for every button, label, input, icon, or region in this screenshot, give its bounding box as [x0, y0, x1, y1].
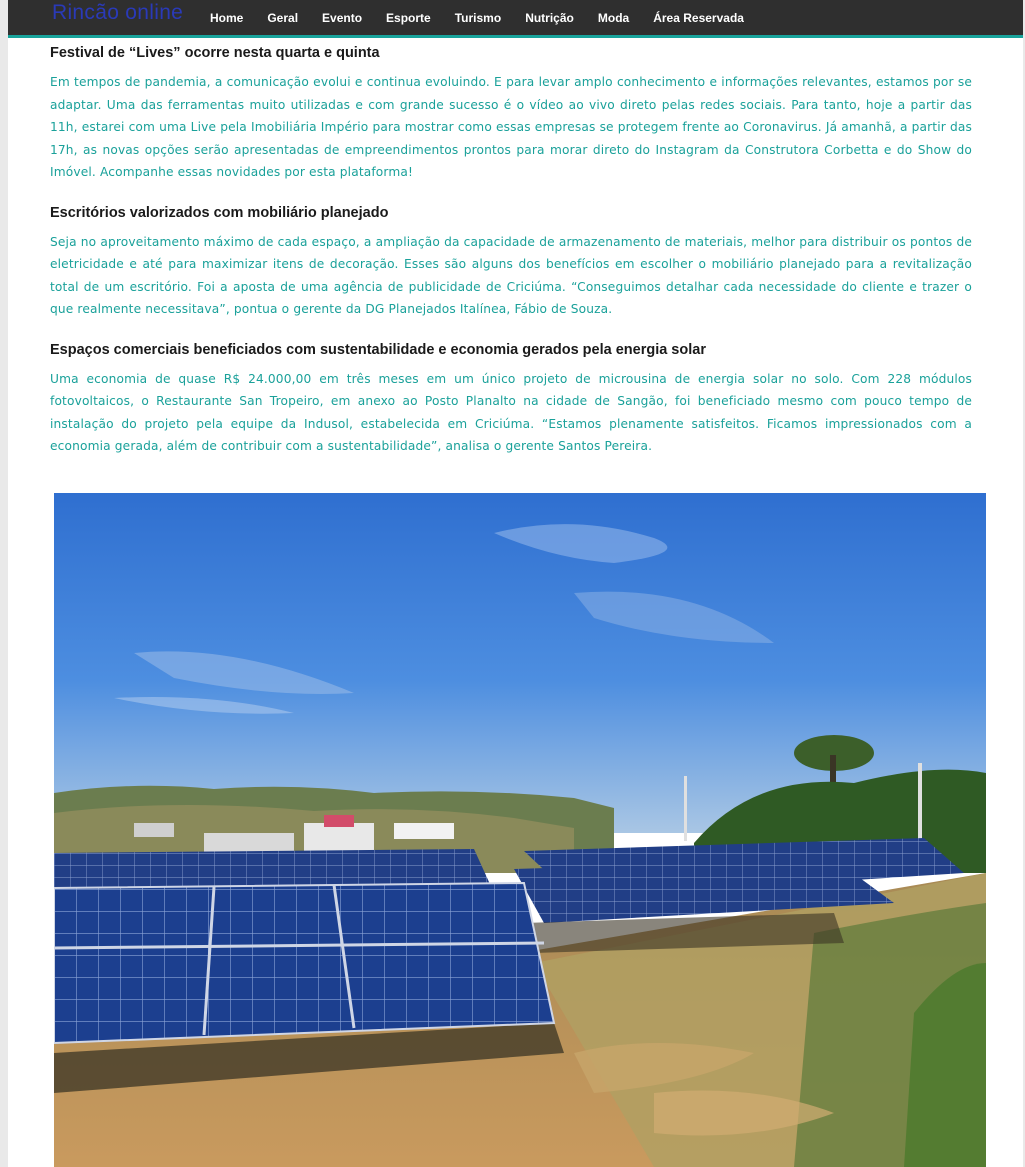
nav-item-esporte[interactable]: Esporte: [386, 10, 431, 25]
nav-item-area-reservada[interactable]: Área Reservada: [653, 10, 744, 25]
article-energia-solar: [50, 341, 972, 458]
article-body: Em tempos de pandemia, a comunicação evolui e continua evoluindo. E para levar amplo conhecimento e informações relevantes, estamos por se adaptar. Uma das ferramentas muito utilizadas e com grande sucesso é o vídeo ao vivo direto pelas redes sociais. Para tanto, hoje a partir das 11h, estarei com uma Live pela Imobiliária Império para mostrar como essas empresas se protegem frente ao Coronavirus. Já amanhã, a partir das 17h, as novas opções serão apresentadas de empreendimentos prontos para morar direto do Instagram da Construtora Corbetta e do Show do Imóvel. Acompanhe essas novidades por esta plataforma!: [50, 75, 972, 179]
article-lives: [50, 44, 972, 184]
page: [8, 0, 1023, 1167]
nav-item-geral[interactable]: Geral: [267, 10, 299, 25]
nav-item-nutricao[interactable]: Nutrição: [525, 10, 574, 25]
article-title: Espaços comerciais beneficiados com sustentabilidade e economia gerados pela energia solar: [50, 341, 706, 358]
nav-item-moda[interactable]: Moda: [597, 10, 630, 25]
nav-item-evento[interactable]: Evento: [322, 10, 363, 25]
nav-item-turismo[interactable]: Turismo: [454, 10, 502, 25]
main-menu: [210, 0, 768, 35]
nav-item-home[interactable]: Home: [210, 10, 244, 25]
article-title: Festival de “Lives” ocorre nesta quarta e quinta: [50, 45, 380, 61]
article-escritorios: [50, 204, 972, 321]
article-body: Uma economia de quase R$ 24.000,00 em três meses em um único projeto de microusina de energia solar no solo. Com 228 módulos fotovoltaicos, o Restaurante San Tropeiro, em anexo ao Posto Planalto na cidade de Sangão, foi beneficiado mesmo com pouco tempo de instalação do projeto pela equipe da Indusol, estabelecida em Criciúma. “Estamos plenamente satisfeitos. Ficamos impressionados com a economia gerada, além de contribuir com a sustentabilidade”, analisa o gerente Santos Pereira.: [50, 371, 972, 453]
article-title: Escritórios valorizados com mobiliário planejado: [50, 204, 389, 221]
article-body: Seja no aproveitamento máximo de cada espaço, a ampliação da capacidade de armazenamento de materiais, melhor para distribuir os pontos de eletricidade e até para maximizar itens de decoração. Esses são alguns dos benefícios em escolher o mobiliário planejado para a revitalização total de um escritório. Foi a aposta de uma agência de publicidade de Criciúma. “Conseguimos detalhar cada necessidade do cliente e trazer o que realmente necessitava”, pontua o gerente da DG Planejados Italínea, Fábio de Souza.: [50, 234, 972, 316]
article-content: [50, 44, 972, 478]
site-logo[interactable]: Rincão online: [52, 1, 184, 24]
top-navigation-bar: [8, 0, 1023, 38]
solar-panel-field-photo: [54, 493, 986, 1167]
